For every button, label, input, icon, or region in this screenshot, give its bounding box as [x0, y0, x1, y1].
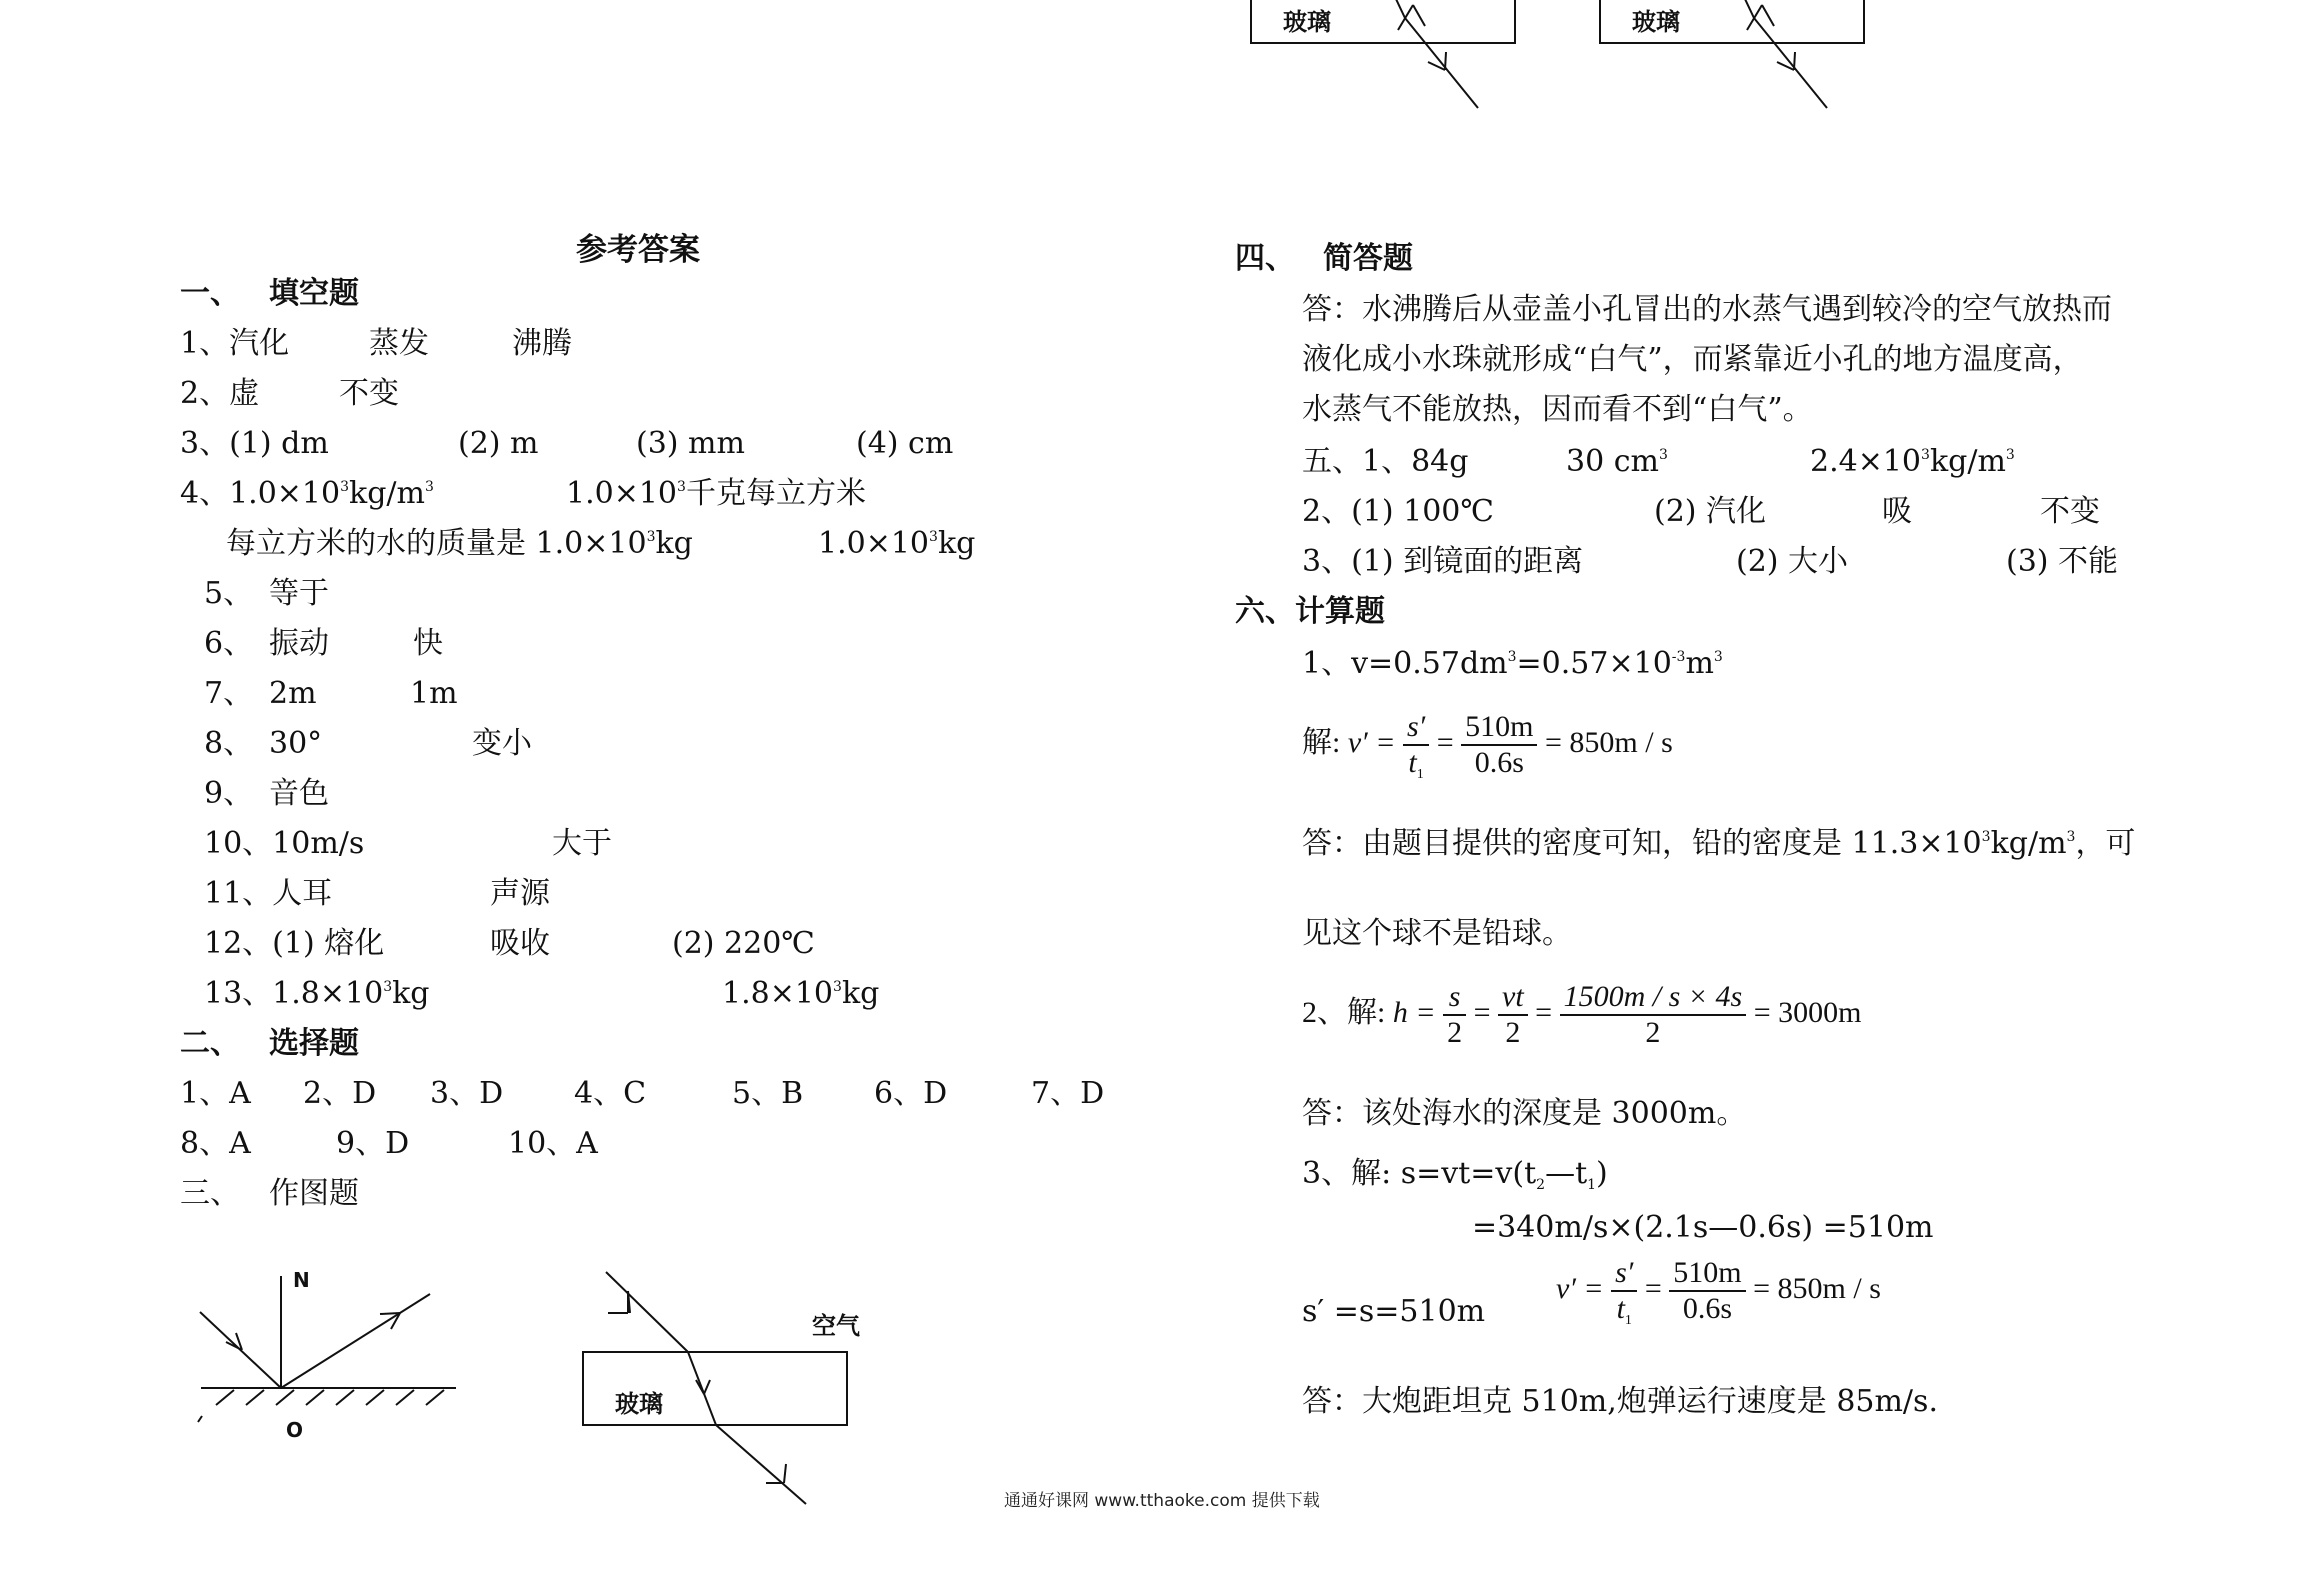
- answer-q13-a: 13、$1.8\times 10^3kg$: [204, 976, 430, 1011]
- sec5-q2-b: (2) 汽化: [1654, 494, 1767, 529]
- origin-label: O: [286, 1418, 304, 1442]
- answer-q12-a: 12、(1) 熔化: [204, 926, 385, 961]
- calc-q3-line1: 3、解: $s=vt=v(t_2—t_1)$: [1302, 1156, 1608, 1193]
- answer-q6-a: 振动: [269, 626, 329, 661]
- answer-q4-a: 4、$1.0\times 10^3kg/m^3$: [180, 476, 434, 511]
- answer-q1-b: 蒸发: [369, 326, 429, 361]
- page-footer: 通通好课网 www.tthaoke.com 提供下载: [1004, 1491, 1320, 1511]
- answer-q2-b: 不变: [339, 376, 399, 411]
- sec5-q3-c: (3) 不能: [2006, 544, 2119, 579]
- answer-q7-num: 7、: [204, 676, 254, 711]
- reflection-diagram: [190, 1250, 490, 1450]
- section4-heading: 简答题: [1323, 241, 1413, 276]
- sec5-q1-a: 五、1、84g: [1302, 444, 1469, 479]
- calc-q1-answer: 答：由题目提供的密度可知，铅的密度是 $11.3\times 10^3kg/m^3$，可: [1302, 826, 2136, 861]
- answer-q5-a: 等于: [269, 576, 329, 611]
- short-answer-line-1: 答：水沸腾后从壶盖小孔冒出的水蒸气遇到较冷的空气放热而: [1302, 292, 2112, 327]
- short-answer-line-2: 液化成小水珠就形成“白气”，而紧靠近小孔的地方温度高，: [1302, 342, 2083, 377]
- section4-number: 四、: [1235, 241, 1295, 276]
- answer-q8-num: 8、: [204, 726, 254, 761]
- choice-2: 2、D: [303, 1076, 377, 1111]
- answer-q7-a: 2m: [269, 676, 317, 711]
- choice-9: 9、D: [336, 1126, 410, 1161]
- answer-q4-b: $1.0\times 10^3$千克每立方米: [566, 476, 866, 511]
- calc-q2-answer: 答：该处海水的深度是 3000m。: [1302, 1096, 1747, 1131]
- top-glass-figure: [0, 0, 2304, 120]
- section1-heading: 填空题: [269, 276, 359, 311]
- section2-heading: 选择题: [269, 1026, 359, 1061]
- glass-label: 玻璃: [615, 1390, 663, 1418]
- answer-q11-a: 11、人耳: [204, 876, 333, 911]
- answer-q12-c: (2) 220℃: [672, 926, 815, 961]
- choice-5: 5、B: [732, 1076, 804, 1111]
- answer-q3-d: (4) cm: [856, 426, 954, 461]
- answer-q8-a: 30°: [269, 726, 323, 761]
- answer-q12-b: 吸收: [490, 926, 550, 961]
- answer-q11-b: 声源: [490, 876, 550, 911]
- section3-number: 三、: [180, 1176, 240, 1211]
- sec5-q3-b: (2) 大小: [1736, 544, 1849, 579]
- calc-q3-line3: s′ =s=510m: [1302, 1294, 1486, 1329]
- answer-q1-c: 沸腾: [512, 326, 572, 361]
- top-box1-label: 玻璃: [1283, 8, 1331, 36]
- normal-label: N: [293, 1268, 310, 1292]
- answer-q9-a: 音色: [269, 776, 329, 811]
- calc-q1-formula: 解: v′ = $\frac{s'}{t_1}$ = $\frac{510m}{0.6s}$ = 850m / s: [1302, 710, 1673, 782]
- answer-q7-b: 1m: [410, 676, 458, 711]
- sec5-q1-c: $2.4\times 10^3kg/m^3$: [1810, 444, 2015, 479]
- short-answer-line-3: 水蒸气不能放热，因而看不到“白气”。: [1302, 392, 1813, 427]
- sec5-q2-a: 2、(1) 100℃: [1302, 494, 1494, 529]
- answer-q4-c: 每立方米的水的质量是 $1.0\times 10^3kg$: [226, 526, 693, 561]
- section6-heading: 六、计算题: [1235, 594, 1385, 629]
- answer-q6-num: 6、: [204, 626, 254, 661]
- calc-q3-answer: 答：大炮距坦克 510m,炮弹运行速度是 85m/s.: [1302, 1384, 1938, 1419]
- calc-q3-line2: =340m/s×(2.1s—0.6s) =510m: [1472, 1210, 1934, 1245]
- choice-3: 3、D: [430, 1076, 504, 1111]
- choice-7: 7、D: [1031, 1076, 1105, 1111]
- calc-q1-given: 1、$v=0.57dm^3=0.57\times 10^{-3}m^3$: [1302, 646, 1723, 681]
- air-label: 空气: [812, 1312, 860, 1340]
- answer-q9-num: 9、: [204, 776, 254, 811]
- answer-q5-num: 5、: [204, 576, 254, 611]
- sec5-q2-d: 不变: [2040, 494, 2100, 529]
- section2-number: 二、: [180, 1026, 240, 1061]
- choice-4: 4、C: [574, 1076, 647, 1111]
- choice-6: 6、D: [874, 1076, 948, 1111]
- calc-q2-formula: 2、解: h = $\frac{s}{2}$ = $\frac{vt}{2}$ = $\frac{1500m / s \times 4s}{2}$ = 3000m: [1302, 980, 1862, 1049]
- calc-q1-answer-line2: 见这个球不是铅球。: [1302, 916, 1572, 951]
- answer-q13-b: $1.8\times 10^3kg$: [722, 976, 880, 1011]
- answer-q4-d: $1.0\times 10^3kg$: [818, 526, 976, 561]
- sec5-q1-b: 30 $cm^3$: [1566, 444, 1668, 479]
- answer-q3-c: (3) mm: [636, 426, 745, 461]
- choice-8: 8、A: [180, 1126, 251, 1161]
- answer-q8-b: 变小: [472, 726, 532, 761]
- answer-q1-a: 1、汽化: [180, 326, 290, 361]
- answer-q10-a: 10、10m/s: [204, 826, 365, 861]
- choice-10: 10、A: [508, 1126, 598, 1161]
- top-box2-label: 玻璃: [1632, 8, 1680, 36]
- section3-heading: 作图题: [269, 1176, 359, 1211]
- answer-q3-b: (2) m: [458, 426, 539, 461]
- section1-number: 一、: [180, 276, 240, 311]
- answer-q3-a: 3、(1) dm: [180, 426, 329, 461]
- refraction-diagram: [570, 1260, 870, 1500]
- answer-title: 参考答案: [576, 232, 700, 268]
- choice-1: 1、A: [180, 1076, 251, 1111]
- answer-q2-a: 2、虚: [180, 376, 260, 411]
- answer-q6-b: 快: [413, 626, 443, 661]
- calc-q3-formula: v′ = $\frac{s'}{t_1}$ = $\frac{510m}{0.6s}$ = 850m / s: [1556, 1256, 1881, 1328]
- sec5-q3-a: 3、(1) 到镜面的距离: [1302, 544, 1584, 579]
- sec5-q2-c: 吸: [1882, 494, 1912, 529]
- answer-q10-b: 大于: [552, 826, 612, 861]
